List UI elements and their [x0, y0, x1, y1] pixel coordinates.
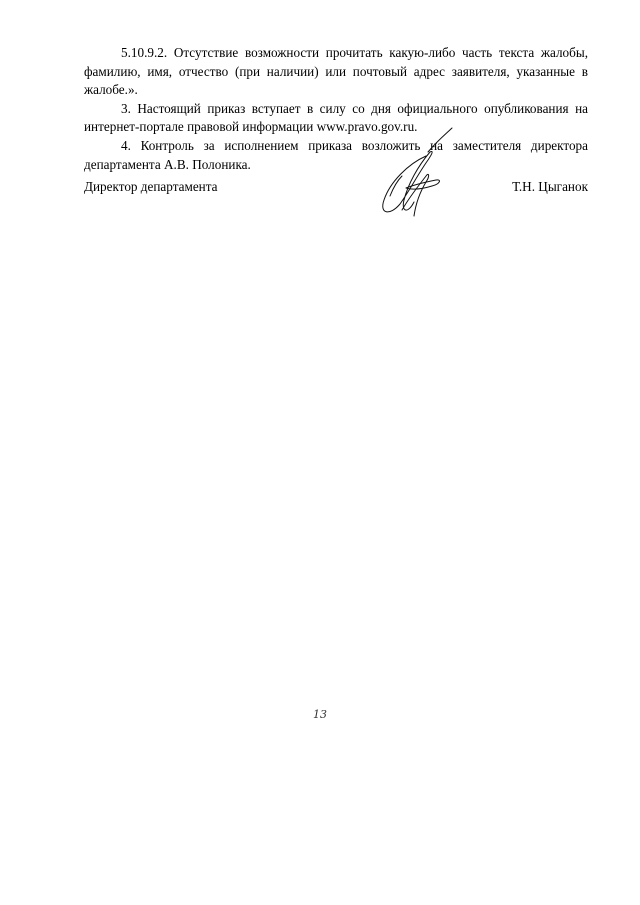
signature-block [84, 178, 588, 198]
paragraph-5-10-9-2: 5.10.9.2. Отсутствие возможности прочитать какую-либо часть текста жалобы, фамилию, имя, отчество (при наличии) или почтовый адрес заявителя, указанные в жалобе.». [84, 45, 588, 98]
handwritten-signature [368, 126, 468, 222]
document-body [84, 44, 588, 174]
paragraph-4-control: 4. Контроль за исполнением приказа возложить на заместителя директора департамента А.В. Полоника. [84, 137, 588, 172]
page-number: 13 [313, 708, 327, 721]
signatory-name: Т.Н. Цыганок [512, 179, 588, 194]
paragraph-3-effective-date: 3. Настоящий приказ вступает в силу со дня официального опубликования на интернет-портале правовой информации www.pravo.gov.ru. [84, 100, 588, 135]
signatory-title: Директор департамента [84, 179, 218, 194]
